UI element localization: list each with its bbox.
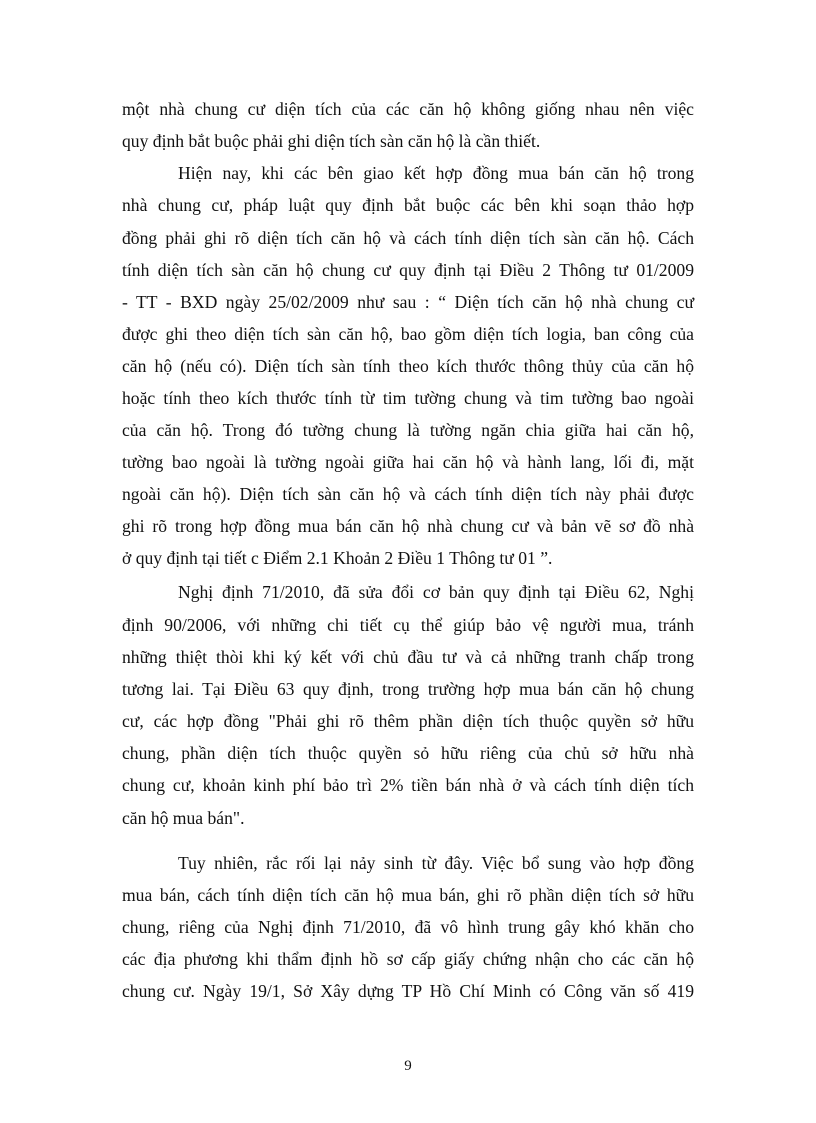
text-line: Tuy nhiên, rắc rối lại nảy sinh từ đây. Việc bổ sung vào hợp đồng xyxy=(178,853,694,873)
text-line: được ghi theo diện tích sàn căn hộ, bao gồm diện tích logia, ban công của xyxy=(122,324,694,344)
text-line: hoặc tính theo kích thước tính từ tim tường chung và tim tường bao ngoài xyxy=(122,388,694,408)
text-line: chung cư, khoản kinh phí bảo trì 2% tiền bán nhà ở và cách tính diện tích xyxy=(122,775,694,795)
text-line: nhà chung cư, pháp luật quy định bắt buộc các bên khi soạn thảo hợp xyxy=(122,195,694,215)
text-line: chung cư. Ngày 19/1, Sở Xây dựng TP Hồ Chí Minh có Công văn số 419 xyxy=(122,981,694,1001)
text-line: đồng phải ghi rõ diện tích căn hộ và cách tính diện tích sàn căn hộ. Cách xyxy=(122,228,694,248)
text-line: những thiệt thòi khi ký kết với chủ đầu tư và cả những tranh chấp trong xyxy=(122,647,694,667)
text-line: chung, riêng của Nghị định 71/2010, đã vô hình trung gây khó khăn cho xyxy=(122,917,694,937)
text-line: ghi rõ trong hợp đồng mua bán căn hộ nhà chung cư và bản vẽ sơ đồ nhà xyxy=(122,516,694,536)
text-line: tính diện tích sàn căn hộ chung cư quy định tại Điều 2 Thông tư 01/2009 xyxy=(122,260,694,280)
text-line: của căn hộ. Trong đó tường chung là tường ngăn chia giữa hai căn hộ, xyxy=(122,420,694,440)
text-line: một nhà chung cư diện tích của các căn hộ không giống nhau nên việc xyxy=(122,99,694,119)
body-text xyxy=(122,0,694,1040)
text-line: cư, các hợp đồng "Phải ghi rõ thêm phần diện tích thuộc quyền sở hữu xyxy=(122,711,694,731)
page-number: 9 xyxy=(404,1058,412,1074)
text-line: định 90/2006, với những chi tiết cụ thể giúp bảo vệ người mua, tránh xyxy=(122,615,694,635)
text-line: căn hộ (nếu có). Diện tích sàn tính theo kích thước thông thủy của căn hộ xyxy=(122,356,694,376)
text-line: Hiện nay, khi các bên giao kết hợp đồng mua bán căn hộ trong xyxy=(178,163,694,183)
text-line: - TT - BXD ngày 25/02/2009 như sau : “ Diện tích căn hộ nhà chung cư xyxy=(122,292,694,312)
text-line: tường bao ngoài là tường ngoài giữa hai căn hộ và hành lang, lối đi, mặt xyxy=(122,452,694,472)
text-line: mua bán, cách tính diện tích căn hộ mua bán, ghi rõ phần diện tích sở hữu xyxy=(122,885,694,905)
text-line: các địa phương khi thẩm định hồ sơ cấp giấy chứng nhận cho các căn hộ xyxy=(122,949,694,969)
text-line: quy định bắt buộc phải ghi diện tích sàn căn hộ là cần thiết. xyxy=(122,131,541,151)
text-line: chung, phần diện tích thuộc quyền sỏ hữu riêng của chủ sở hữu nhà xyxy=(122,743,694,763)
text-line: căn hộ mua bán". xyxy=(122,808,245,828)
text-line: ngoài căn hộ). Diện tích sàn căn hộ và cách tính diện tích này phải được xyxy=(122,484,694,504)
text-line: tương lai. Tại Điều 63 quy định, trong trường hợp mua bán căn hộ chung xyxy=(122,679,694,699)
text-line: ở quy định tại tiết c Điểm 2.1 Khoản 2 Điều 1 Thông tư 01 ”. xyxy=(122,548,553,568)
text-line: Nghị định 71/2010, đã sửa đổi cơ bản quy định tại Điều 62, Nghị xyxy=(178,582,694,602)
